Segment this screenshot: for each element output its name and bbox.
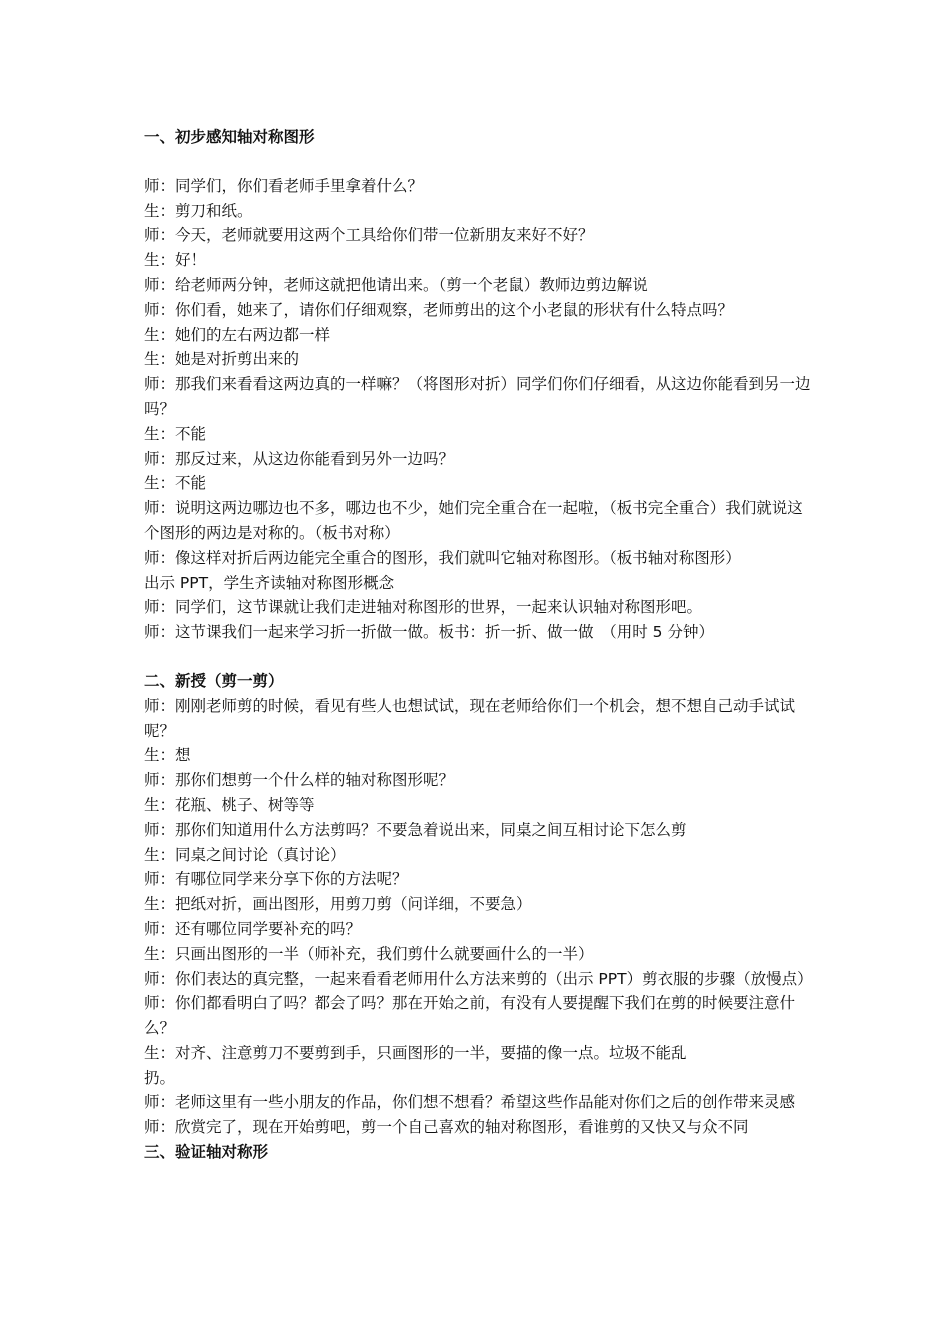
dialogue-line: 师：像这样对折后两边能完全重合的图形，我们就叫它轴对称图形。（板书轴对称图形） xyxy=(144,548,741,567)
dialogue-line: 师：这节课我们一起来学习折一折做一做。板书：折一折、做一做 （用时 5 分钟） xyxy=(144,623,714,642)
dialogue-line: 生：花瓶、桃子、树等等 xyxy=(144,795,315,814)
section-1-heading: 一、初步感知轴对称图形 xyxy=(144,128,315,146)
section-3-heading: 三、验证轴对称形 xyxy=(144,1143,269,1162)
dialogue-line: 师：那我们来看看这两边真的一样嘛？（将图形对折）同学们你们仔细看，从这边你能看到另一边吗？ xyxy=(144,375,811,418)
dialogue-line: 生：不能 xyxy=(144,424,207,443)
dialogue-line: 师：你们都看明白了吗？都会了吗？那在开始之前，有没有人要提醒下我们在剪的时候要注意什么？ xyxy=(144,994,796,1038)
dialogue-line: 生：她们的左右两边都一样 xyxy=(144,325,331,344)
dialogue-line: 师：那反过来，从这边你能看到另外一边吗？ xyxy=(144,449,455,468)
spacer xyxy=(144,150,814,174)
dialogue-line: 生：剪刀和纸。 xyxy=(144,201,253,220)
dialogue-line: 师：今天，老师就要用这两个工具给你们带一位新朋友来好不好？ xyxy=(144,226,594,245)
spacer xyxy=(144,645,814,669)
dialogue-line: 师：欣赏完了，现在开始剪吧，剪一个自己喜欢的轴对称图形，看谁剪的又快又与众不同 xyxy=(144,1118,749,1137)
dialogue-line: 扔。 xyxy=(144,1068,176,1087)
dialogue-line: 生：她是对折剪出来的 xyxy=(144,350,300,369)
dialogue-line: 师：你们表达的真完整，一起来看看老师用什么方法来剪的（出示 PPT）剪衣服的步骤（放慢点） xyxy=(144,969,813,988)
dialogue-line: 师：给老师两分钟，老师这就把他请出来。（剪一个老鼠）教师边剪边解说 xyxy=(144,275,648,294)
dialogue-line: 师：同学们，这节课就让我们走进轴对称图形的世界，一起来认识轴对称图形吧。 xyxy=(144,598,703,617)
dialogue-line: 生：想 xyxy=(144,746,191,765)
dialogue-line: 师：刚刚老师剪的时候，看见有些人也想试试，现在老师给你们一个机会，想不想自己动手试试呢？ xyxy=(144,696,796,740)
dialogue-line: 师：老师这里有一些小朋友的作品，你们想不想看？希望这些作品能对你们之后的创作带来灵感 xyxy=(144,1093,796,1112)
section-1-body xyxy=(144,174,814,645)
dialogue-line: 师：你们看，她来了，请你们仔细观察，老师剪出的这个小老鼠的形状有什么特点吗？ xyxy=(144,300,734,319)
document-page xyxy=(144,125,814,1165)
dialogue-line: 生：同桌之间讨论（真讨论） xyxy=(144,845,346,864)
dialogue-line: 师：同学们，你们看老师手里拿着什么？ xyxy=(144,176,424,195)
section-2-heading: 二、新授（剪一剪） xyxy=(144,671,284,690)
dialogue-line: 生：把纸对折，画出图形，用剪刀剪（问详细，不要急） xyxy=(144,895,532,914)
dialogue-line: 师：说明这两边哪边也不多，哪边也不少，她们完全重合在一起啦，（板书完全重合）我们就说这个图形的两边是对称的。（板书对称） xyxy=(144,499,803,542)
dialogue-line: 生：对齐、注意剪刀不要剪到手，只画图形的一半，要描的像一点。垃圾不能乱 xyxy=(144,1043,687,1062)
dialogue-line: 师：那你们想剪一个什么样的轴对称图形呢？ xyxy=(144,771,455,790)
dialogue-line: 生：不能 xyxy=(144,474,207,493)
dialogue-line: 出示 PPT，学生齐读轴对称图形概念 xyxy=(144,573,395,592)
dialogue-line: 师：还有哪位同学要补充的吗？ xyxy=(144,919,362,938)
dialogue-line: 生：只画出图形的一半（师补充，我们剪什么就要画什么的一半） xyxy=(144,944,594,963)
section-2-body xyxy=(144,694,814,1140)
dialogue-line: 生：好！ xyxy=(144,251,207,270)
dialogue-line: 师：有哪位同学来分享下你的方法呢？ xyxy=(144,870,408,889)
dialogue-line: 师：那你们知道用什么方法剪吗？不要急着说出来，同桌之间互相讨论下怎么剪 xyxy=(144,820,687,839)
